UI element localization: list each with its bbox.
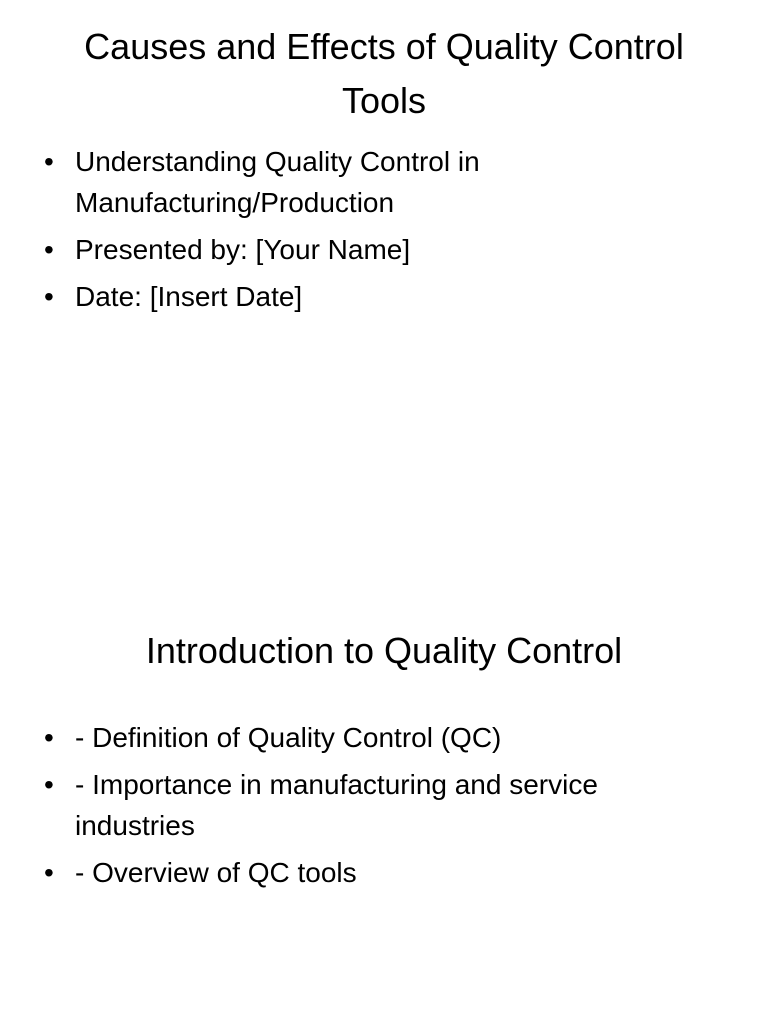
- bullet-text: Date: [Insert Date]: [75, 281, 303, 312]
- bullet-dot-icon: •: [44, 281, 54, 312]
- bullet-item: [44, 764, 704, 846]
- bullet-item: [44, 141, 704, 223]
- slide-title: Introduction to Quality Control: [145, 630, 623, 671]
- bullet-text: - Definition of Quality Control (QC): [75, 722, 502, 753]
- bullet-dot-icon: •: [44, 857, 54, 888]
- bullet-text: Presented by: [Your Name]: [75, 234, 411, 265]
- bullet-dot-icon: •: [44, 146, 54, 177]
- bullet-list: [44, 141, 704, 323]
- bullet-item: [44, 852, 704, 893]
- bullet-item: [44, 229, 704, 270]
- bullet-text: Understanding Quality Control in Manufacturing/Production: [75, 146, 480, 218]
- slide-title: Causes and Effects of Quality Control Tools: [84, 26, 684, 121]
- bullet-text: - Overview of QC tools: [75, 857, 357, 888]
- bullet-dot-icon: •: [44, 722, 54, 753]
- bullet-text: - Importance in manufacturing and service industries: [75, 769, 598, 841]
- bullet-item: [44, 276, 704, 317]
- bullet-item: [44, 717, 704, 758]
- bullet-list: [44, 717, 704, 899]
- bullet-dot-icon: •: [44, 234, 54, 265]
- bullet-dot-icon: •: [44, 769, 54, 800]
- intro-slide: [0, 512, 768, 1024]
